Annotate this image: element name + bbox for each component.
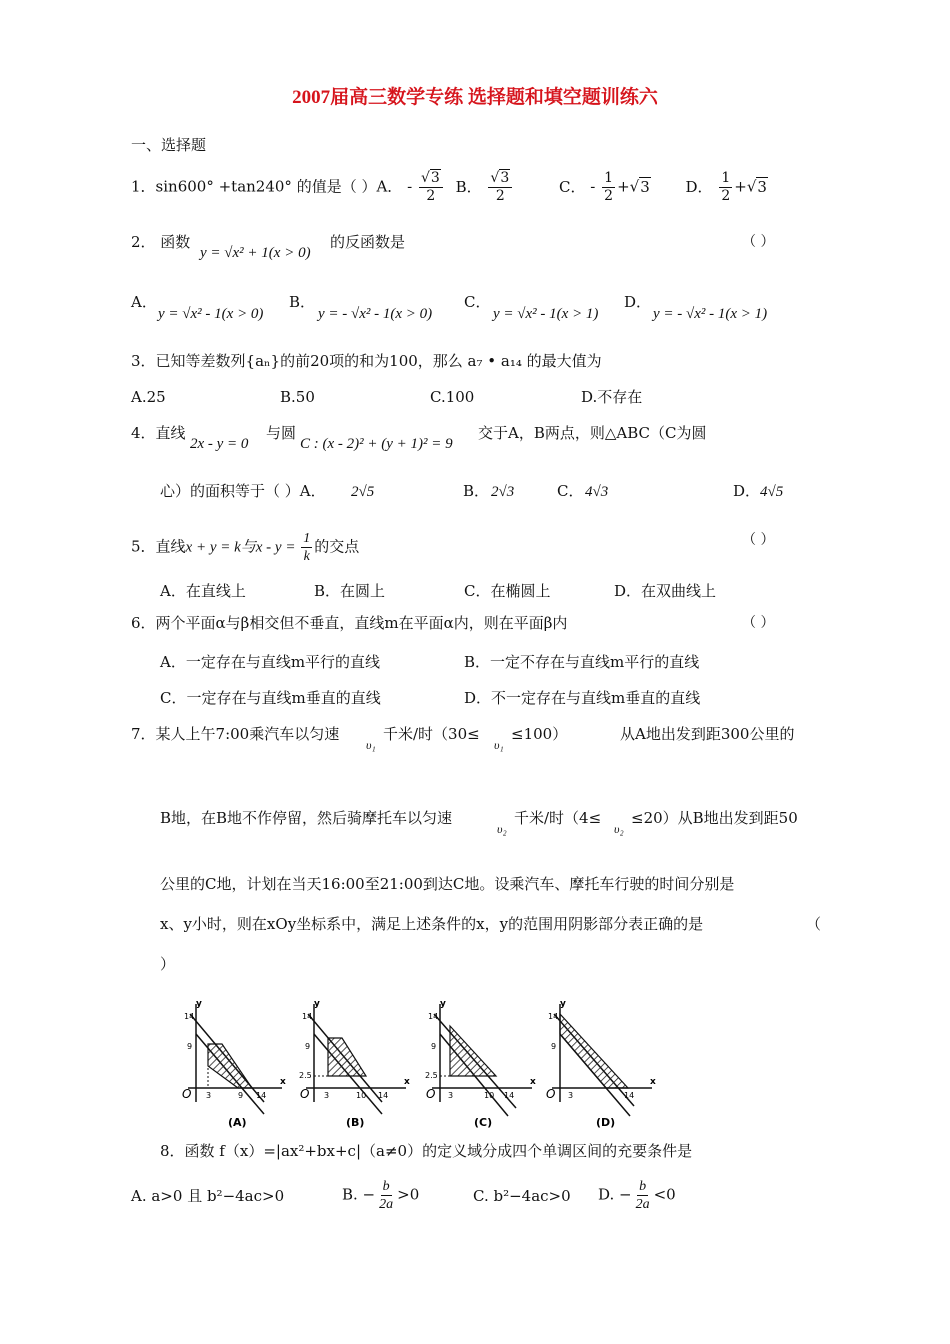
q1-a-fraction: $\frac{√3}{2}$	[419, 170, 443, 205]
q7-v1-range-a: 千米/时（30≤	[383, 725, 480, 743]
q2-tail: 的反函数是	[330, 233, 406, 251]
q7-graphs	[176, 1000, 676, 1134]
q6-answer-paren: （ ）	[742, 615, 775, 631]
q7-line-1: 7．某人上午7:00乘汽车以匀速	[131, 725, 340, 743]
graph-a-xtick-3: 3	[206, 1091, 212, 1100]
q3-option-b: B.50	[280, 388, 315, 406]
q7-v1-symbol-2: υ₁	[494, 738, 504, 752]
graph-c-origin: O	[426, 1087, 436, 1101]
graph-c	[425, 1000, 536, 1129]
graph-b-xtick-3: 3	[324, 1091, 330, 1100]
q7-line-4: x、y小时，则在xOy坐标系中，满足上述条件的x，y的范围用阴影部分表正确的是	[160, 915, 704, 933]
q4-b-label: B．	[463, 482, 490, 500]
q4-tail: 交于A，B两点，则△ABC（C为圆	[478, 424, 707, 442]
graph-a-tick-14: 14	[184, 1012, 195, 1021]
graph-c-xtick-3: 3	[448, 1091, 454, 1100]
q1-b-fraction: $\frac{√3}{2}$	[488, 170, 512, 205]
q2-d-formula: y = - √x² - 1(x > 1)	[653, 306, 768, 322]
graph-a-xtick-14: 14	[256, 1091, 267, 1100]
q8-d-fraction: $\frac{b}{2a}$	[635, 1179, 650, 1212]
q5-stem: 5．直线	[131, 537, 186, 556]
graph-d-origin: O	[546, 1087, 556, 1101]
graph-a-axis-x: x	[280, 1077, 286, 1087]
q5-option-d: D．在双曲线上	[614, 582, 717, 600]
q5-formula: x + y = k与x - y =	[185, 539, 300, 556]
q8-option-a: A. a>0 且 b²−4ac>0	[131, 1187, 285, 1205]
q8-b-fraction: $\frac{b}{2a}$	[379, 1179, 394, 1212]
graph-c-axis-x: x	[530, 1077, 536, 1087]
q3-option-d: D.不存在	[581, 388, 643, 406]
section-heading: 一、选择题	[131, 136, 207, 154]
question-1: 1．sin600° +tan240° 的值是（ ）A． - $\frac{√3}{2}$ B． $\frac{√3}{2}$ C． - $\frac{1}{2}$ +√3 D． $\frac{1}{2}$ +√3	[131, 170, 767, 204]
graph-a	[182, 1000, 286, 1129]
q4-option-d: 4√5	[760, 484, 784, 500]
q6-option-b: B．一定不存在与直线m平行的直线	[464, 653, 700, 671]
q7-v2-symbol-2: υ₂	[614, 822, 624, 836]
q6-option-a: A．一定存在与直线m平行的直线	[160, 653, 381, 671]
q6-option-c: C．一定存在与直线m垂直的直线	[160, 689, 381, 707]
q8-option-d	[598, 1178, 676, 1213]
q2-c-formula: y = √x² - 1(x > 1)	[493, 306, 599, 322]
page-title: 2007届高三数学专练 选择题和填空题训练六	[292, 87, 658, 108]
graph-c-axis-y: y	[440, 1000, 446, 1009]
graph-d-xtick-3: 3	[568, 1091, 574, 1100]
q7-v2-symbol: υ₂	[497, 822, 507, 836]
q2-a-label: A．	[131, 293, 157, 311]
graph-b	[299, 1000, 410, 1129]
q2-answer-paren: （ ）	[742, 234, 775, 250]
graph-b-xtick-14: 14	[378, 1091, 389, 1100]
q4-option-c: 4√3	[585, 484, 609, 500]
graph-d-axis-y: y	[560, 1000, 566, 1009]
graph-d-tick-14: 14	[548, 1012, 559, 1021]
q7-line-3: 公里的C地，计划在当天16:00至21:00到达C地。设乘汽车、摩托车行驶的时间分别是	[160, 875, 735, 893]
q1-c-plus: +	[617, 177, 630, 196]
q1-d-fraction: $\frac{1}{2}$	[721, 170, 731, 204]
q4-line-eq: 2x - y = 0	[190, 436, 249, 452]
q1-d-plus: +	[734, 177, 747, 196]
q1-stem: 1．sin600° +tan240° 的值是（ ）A．	[131, 177, 403, 196]
graph-d	[546, 1000, 656, 1129]
graph-c-tick-25: 2.5	[425, 1071, 438, 1080]
graph-c-label: (C)	[474, 1116, 493, 1129]
graph-b-tick-25: 2.5	[299, 1071, 312, 1080]
graph-b-tick-14: 14	[302, 1012, 313, 1021]
q4-c-label: C．	[557, 482, 584, 500]
q7-line-2: B地，在B地不作停留，然后骑摩托车以匀速	[160, 809, 453, 827]
q5-option-a: A．在直线上	[160, 582, 246, 600]
graph-b-axis-y: y	[314, 1000, 320, 1009]
q4-d-label: D．	[733, 482, 761, 500]
graph-a-origin: O	[182, 1087, 192, 1101]
q1-b-label: B．	[455, 177, 482, 196]
q1-d-root: 3	[757, 177, 767, 196]
q5-option-c: C．在椭圆上	[464, 582, 551, 600]
q1-c-root: 3	[640, 177, 650, 196]
q3-option-a: A.25	[131, 388, 166, 406]
q8-b-label: B. −	[342, 1185, 376, 1204]
graph-d-axis-x: x	[650, 1077, 656, 1087]
graph-d-xtick-14: 14	[624, 1091, 635, 1100]
q8-d-tail: <0	[653, 1185, 676, 1204]
graph-b-label: (B)	[346, 1116, 365, 1129]
q2-a-formula: y = √x² - 1(x > 0)	[158, 306, 264, 322]
q4-mid: 与圆	[266, 424, 297, 442]
q2-stem: 2． 函数	[131, 233, 191, 251]
q4-option-b: 2√3	[491, 484, 515, 500]
q5-fraction: $\frac{1}{k}$	[303, 531, 311, 564]
q4-option-a: 2√5	[351, 484, 375, 500]
q2-formula: y = √x² + 1(x > 0)	[200, 245, 311, 261]
graph-b-xtick-10: 10	[356, 1091, 367, 1100]
q5-option-b: B．在圆上	[314, 582, 386, 600]
q8-stem: 8．函数 f（x）=|ax²+bx+c|（a≠0）的定义域分成四个单调区间的充要条件是	[160, 1142, 693, 1160]
graph-b-tick-9: 9	[305, 1042, 311, 1051]
q7-line-1b: 从A地出发到距300公里的	[620, 725, 795, 743]
q8-option-c: C. b²−4ac>0	[473, 1187, 571, 1205]
q8-b-tail: >0	[397, 1185, 420, 1204]
q7-v1-range-b: ≤100）	[511, 725, 568, 743]
q6-stem: 6．两个平面α与β相交但不垂直，直线m在平面α内，则在平面β内	[131, 614, 568, 632]
q1-c-sign: -	[590, 177, 596, 196]
graph-c-tick-9: 9	[431, 1042, 437, 1051]
q1-c-fraction: $\frac{1}{2}$	[604, 170, 614, 204]
graph-c-tick-14: 14	[428, 1012, 439, 1021]
q7-v2-range-b: ≤20）从B地出发到距50	[631, 809, 798, 827]
q8-d-label: D. −	[598, 1185, 632, 1204]
q2-b-formula: y = - √x² - 1(x > 0)	[318, 306, 433, 322]
q7-v1-symbol: υ₁	[366, 738, 376, 752]
q7-paren-close: ）	[160, 955, 176, 973]
graph-d-tick-9: 9	[551, 1042, 557, 1051]
q5-tail: 的交点	[314, 537, 360, 556]
q5-answer-paren: （ ）	[742, 532, 775, 548]
q2-d-label: D．	[624, 293, 652, 311]
graph-c-xtick-10: 10	[484, 1091, 495, 1100]
q7-v2-range-a: 千米/时（4≤	[514, 809, 602, 827]
q2-c-label: C．	[464, 293, 491, 311]
graph-b-origin: O	[300, 1087, 310, 1101]
graph-a-tick-9: 9	[187, 1042, 193, 1051]
q3-option-c: C.100	[430, 388, 475, 406]
q3-stem: 3．已知等差数列{aₙ}的前20项的和为100，那么 a₇ • a₁₄ 的最大值为	[131, 352, 602, 370]
graph-d-label: (D)	[596, 1116, 616, 1129]
graph-a-axis-y: y	[196, 1000, 202, 1009]
graph-c-xtick-14: 14	[504, 1091, 515, 1100]
q8-option-b	[342, 1178, 419, 1213]
q1-a-sign: -	[407, 177, 413, 196]
q7-paren-open: （	[806, 915, 822, 933]
graph-a-xtick-9: 9	[238, 1091, 244, 1100]
q1-d-label: D．	[685, 177, 713, 196]
graph-a-label: (A)	[228, 1116, 247, 1129]
q1-c-label: C．	[559, 177, 586, 196]
q2-b-label: B．	[289, 293, 316, 311]
q4-stem: 4．直线	[131, 424, 186, 442]
q4-circle-eq: C : (x - 2)² + (y + 1)² = 9	[300, 436, 453, 452]
q4-stem-2: 心）的面积等于（ ）A．	[160, 482, 326, 500]
question-5	[131, 530, 359, 565]
q6-option-d: D．不一定存在与直线m垂直的直线	[464, 689, 701, 707]
graph-b-axis-x: x	[404, 1077, 410, 1087]
